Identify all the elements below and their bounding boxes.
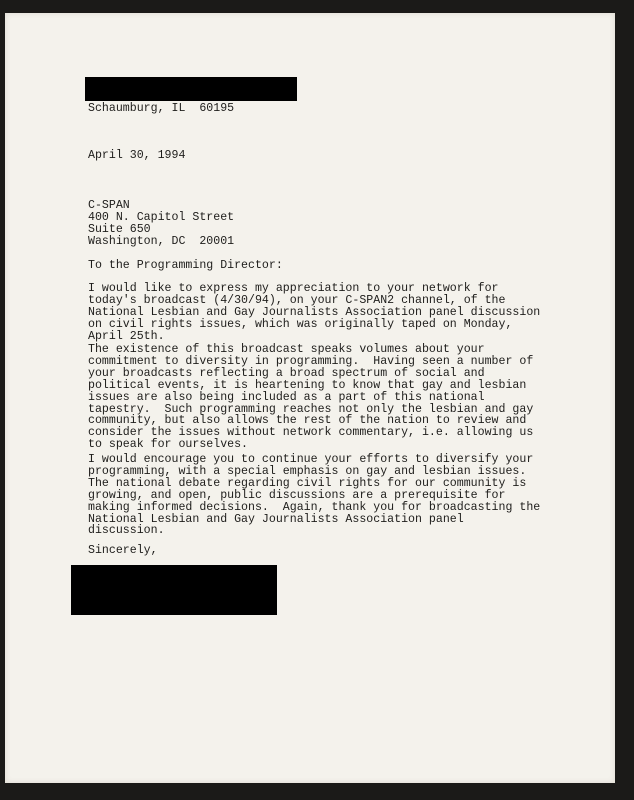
paragraph-line: consider the issues without network commentary, i.e. allowing us xyxy=(88,426,534,440)
paragraph-line: tapestry. Such programming reaches not only the lesbian and gay xyxy=(88,402,534,416)
letter-date: April 30, 1994 xyxy=(88,149,186,162)
paragraph-line: on civil rights issues, which was originally taped on Monday, xyxy=(88,317,513,331)
paragraph-line: today's broadcast (4/30/94), on your C-SPAN2 channel, of the xyxy=(88,293,506,307)
paragraph-line: making informed decisions. Again, thank you for broadcasting the xyxy=(88,500,541,514)
redacted-signature xyxy=(71,565,277,615)
recipient-name: C-SPAN xyxy=(88,199,130,212)
paragraph-line: I would like to express my appreciation to your network for xyxy=(88,282,499,295)
letter-page xyxy=(5,13,615,783)
paragraph-line: programming, with a special emphasis on gay and lesbian issues. xyxy=(88,464,527,478)
paragraph-appreciation xyxy=(88,283,558,343)
paragraph-line: discussion. xyxy=(88,524,165,538)
paragraph-line: issues are also being included as a part of this national xyxy=(88,390,485,404)
paragraph-line: commitment to diversity in programming. Having seen a number of xyxy=(88,354,534,368)
salutation: To the Programming Director: xyxy=(88,259,283,272)
paragraph-encouragement xyxy=(88,454,558,537)
paragraph-diversity xyxy=(88,344,558,451)
paragraph-line: April 25th. xyxy=(88,329,165,343)
paragraph-line: I would encourage you to continue your efforts to diversify your xyxy=(88,453,534,466)
recipient-street: 400 N. Capitol Street xyxy=(88,211,235,224)
recipient-suite: Suite 650 xyxy=(88,223,151,236)
paragraph-line: growing, and open, public discussions are a prerequisite for xyxy=(88,488,506,502)
paragraph-line: National Lesbian and Gay Journalists Association panel xyxy=(88,512,464,526)
sender-address: Schaumburg, IL 60195 xyxy=(88,102,235,115)
paragraph-line: to speak for ourselves. xyxy=(88,438,249,452)
closing: Sincerely, xyxy=(88,544,158,557)
paragraph-line: political events, it is heartening to know that gay and lesbian xyxy=(88,378,527,392)
paragraph-line: The existence of this broadcast speaks volumes about your xyxy=(88,343,485,356)
paragraph-line: community, but also allows the rest of the nation to review and xyxy=(88,414,527,428)
paragraph-line: The national debate regarding civil rights for our community is xyxy=(88,476,527,490)
redacted-sender-name xyxy=(85,77,297,101)
paragraph-line: National Lesbian and Gay Journalists Association panel discussion xyxy=(88,305,541,319)
paragraph-line: your broadcasts reflecting a broad spectrum of social and xyxy=(88,366,485,380)
recipient-city: Washington, DC 20001 xyxy=(88,235,235,248)
